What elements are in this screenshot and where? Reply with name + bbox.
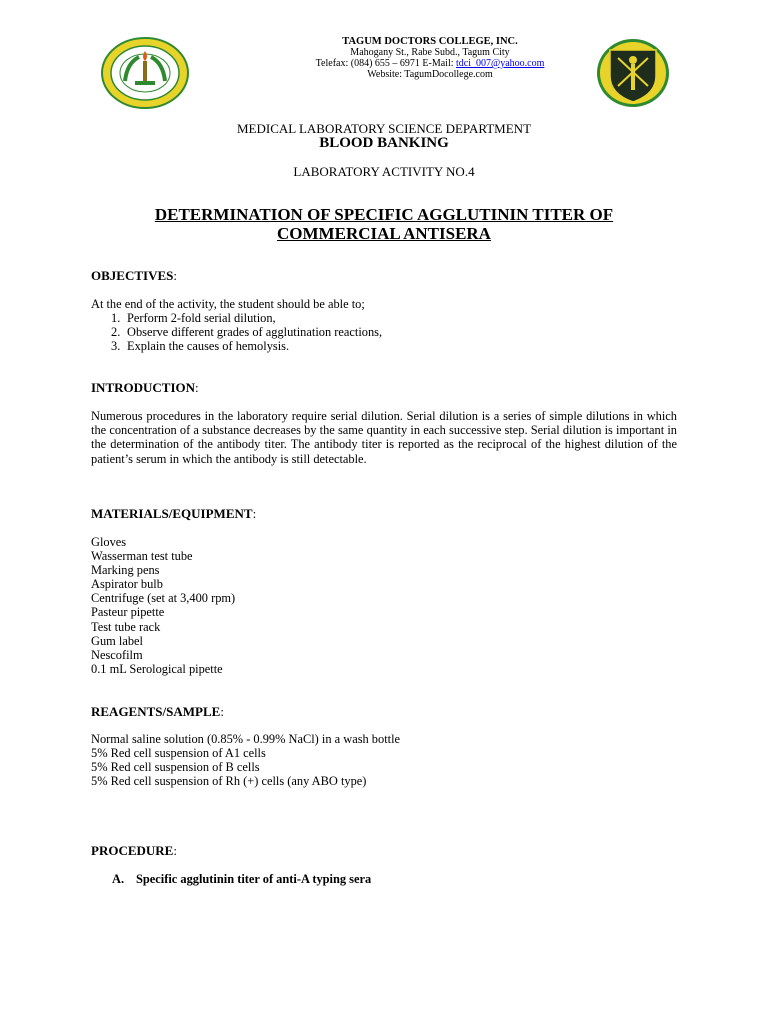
materials-heading: MATERIALS/EQUIPMENT: (91, 506, 257, 521)
department-heading: MEDICAL LABORATORY SCIENCE DEPARTMENT (236, 121, 532, 136)
list-item: Marking pens (91, 563, 160, 578)
objectives-list (91, 311, 382, 353)
procedure-item-a: A. Specific agglutinin titer of anti-A typing sera (112, 872, 372, 886)
subject-heading: BLOOD BANKING (319, 135, 449, 151)
list-item: Test tube rack (91, 619, 161, 634)
list-item: 3. Explain the causes of hemolysis. (111, 339, 290, 354)
list-item: 5% Red cell suspension of Rh (+) cells (any ABO type) (91, 774, 367, 789)
introduction-paragraph: Numerous procedures in the laboratory require serial dilution. Serial dilution is a series of simple dilutions in which the concentration of a substance decreases by the same quantity in each successive step. Serial dilution is important in the determination of the antibody titer. The antibody titer is reported as the reciprocal of the highest dilution of the patient’s serum in which the antibody is still detectable. (91, 409, 677, 466)
activity-number: LABORATORY ACTIVITY NO.4 (293, 164, 475, 179)
procedure-heading: PROCEDURE: (91, 843, 177, 858)
list-item: Aspirator bulb (91, 577, 163, 592)
list-item: Gum label (91, 633, 143, 648)
college-name: TAGUM DOCTORS COLLEGE, INC. (342, 36, 518, 47)
title-line-1: DETERMINATION OF SPECIFIC AGGLUTININ TITER OF (154, 205, 614, 224)
department-logo (596, 38, 670, 108)
materials-list (91, 535, 235, 676)
contact-prefix: Telefax: (084) 655 – 6971 E-Mail: (315, 58, 457, 69)
list-item: 5% Red cell suspension of B cells (91, 760, 260, 775)
list-item: 1. Perform 2-fold serial dilution, (111, 311, 276, 325)
list-item: Pasteur pipette (91, 605, 165, 620)
list-item: 5% Red cell suspension of A1 cells (91, 746, 266, 761)
list-item: 2. Observe different grades of agglutination reactions, (111, 325, 383, 340)
objectives-intro: At the end of the activity, the student should be able to; (91, 297, 365, 311)
reagents-list (91, 732, 400, 788)
email-link[interactable]: tdci_007@yahoo.com (456, 58, 545, 69)
list-item: Gloves (91, 535, 127, 549)
list-item: Centrifuge (set at 3,400 rpm) (91, 591, 236, 606)
list-item: Wasserman test tube (91, 549, 193, 564)
list-item: Nescofilm (91, 647, 143, 662)
list-item: 0.1 mL Serological pipette (91, 661, 223, 676)
title-line-2: COMMERCIAL ANTISERA (277, 224, 491, 243)
objectives-heading: OBJECTIVES: (91, 268, 177, 283)
introduction-heading: INTRODUCTION: (91, 380, 199, 395)
list-item: Normal saline solution (0.85% - 0.99% NaCl) in a wash bottle (91, 732, 401, 746)
reagents-heading: REAGENTS/SAMPLE: (91, 704, 224, 719)
college-address: Mahogany St., Rabe Subd., Tagum City (350, 47, 510, 58)
college-website: Website: TagumDocollege.com (367, 69, 493, 80)
